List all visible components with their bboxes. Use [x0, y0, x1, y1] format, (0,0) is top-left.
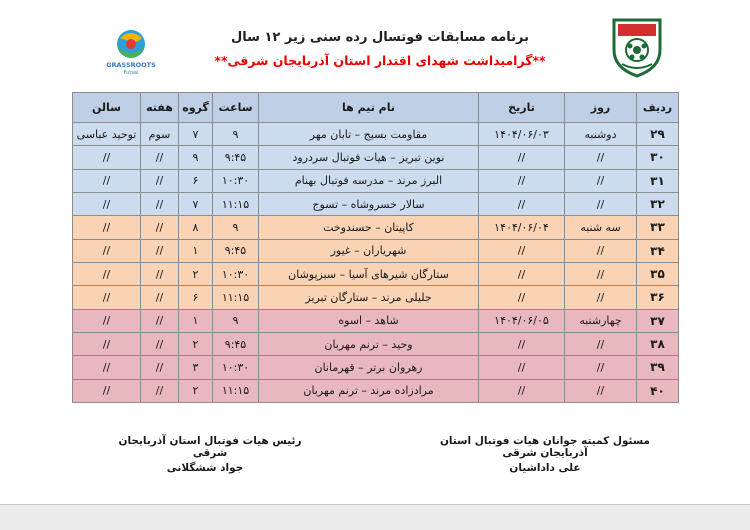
cell-week: //: [141, 216, 179, 239]
svg-text:Futsal: Futsal: [123, 70, 139, 76]
cell-row: ۳۶: [637, 286, 679, 309]
col-header-time: ساعت: [213, 93, 259, 123]
schedule-table: [72, 92, 679, 403]
cell-group: ۱: [179, 239, 213, 262]
cell-teams: نوین تبریز – هیات فوتبال سردرود: [259, 146, 479, 169]
cell-row: ۳۵: [637, 262, 679, 285]
cell-day: //: [565, 192, 637, 215]
cell-day: //: [565, 286, 637, 309]
cell-week: //: [141, 332, 179, 355]
cell-teams: البرز مرند – مدرسه فوتبال بهنام: [259, 169, 479, 192]
cell-row: ۳۷: [637, 309, 679, 332]
cell-time: ۱۱:۱۵: [213, 192, 259, 215]
table-row: [73, 356, 679, 379]
cell-time: ۱۰:۳۰: [213, 262, 259, 285]
cell-week: //: [141, 356, 179, 379]
cell-hall: //: [73, 239, 141, 262]
cell-teams: ستارگان شیرهای آسیا – سبزپوشان: [259, 262, 479, 285]
cell-teams: وحید – ترنم مهربان: [259, 332, 479, 355]
cell-group: ۲: [179, 379, 213, 402]
cell-hall: //: [73, 192, 141, 215]
cell-week: //: [141, 239, 179, 262]
cell-day: //: [565, 356, 637, 379]
cell-week: //: [141, 192, 179, 215]
signature-youth-committee-title: مسئول کمیته جوانان هیات فوتبال استان آذربایجان شرقی: [439, 435, 651, 459]
cell-hall: //: [73, 262, 141, 285]
cell-date: //: [479, 192, 565, 215]
table-row: [73, 169, 679, 192]
cell-group: ۲: [179, 262, 213, 285]
cell-teams: شاهد – اسوه: [259, 309, 479, 332]
signature-youth-committee-name: علی داداشیان: [509, 462, 581, 474]
col-header-group: گروه: [179, 93, 213, 123]
cell-time: ۱۱:۱۵: [213, 379, 259, 402]
cell-teams: رهروان برتر – قهرمانان: [259, 356, 479, 379]
cell-row: ۳۰: [637, 146, 679, 169]
cell-hall: //: [73, 356, 141, 379]
cell-time: ۹:۴۵: [213, 332, 259, 355]
viewer-bottom-bar: [0, 504, 750, 530]
cell-group: ۶: [179, 286, 213, 309]
cell-day: دوشنبه: [565, 123, 637, 146]
cell-date: //: [479, 262, 565, 285]
cell-time: ۹: [213, 123, 259, 146]
cell-hall: //: [73, 332, 141, 355]
cell-day: //: [565, 169, 637, 192]
cell-time: ۹: [213, 309, 259, 332]
cell-group: ۲: [179, 332, 213, 355]
cell-day: //: [565, 262, 637, 285]
cell-date: //: [479, 332, 565, 355]
table-row: [73, 309, 679, 332]
cell-row: ۳۱: [637, 169, 679, 192]
table-row: [73, 123, 679, 146]
col-header-day: روز: [565, 93, 637, 123]
col-header-row: ردیف: [637, 93, 679, 123]
cell-row: ۲۹: [637, 123, 679, 146]
cell-group: ۸: [179, 216, 213, 239]
cell-date: //: [479, 239, 565, 262]
table-header-row: [73, 93, 679, 123]
cell-group: ۹: [179, 146, 213, 169]
col-header-date: تاریخ: [479, 93, 565, 123]
cell-week: //: [141, 262, 179, 285]
cell-row: ۳۴: [637, 239, 679, 262]
cell-hall: //: [73, 169, 141, 192]
table-row: [73, 262, 679, 285]
table-row: [73, 286, 679, 309]
cell-hall: //: [73, 379, 141, 402]
cell-date: //: [479, 286, 565, 309]
table-row: [73, 332, 679, 355]
svg-text:GRASSROOTS: GRASSROOTS: [106, 61, 156, 69]
signature-federation-head-name: جواد ششگلانی: [166, 462, 244, 474]
cell-row: ۳۹: [637, 356, 679, 379]
cell-teams: شهریاران – غیور: [259, 239, 479, 262]
cell-week: //: [141, 286, 179, 309]
cell-group: ۷: [179, 192, 213, 215]
cell-teams: مرادزاده مرند – ترنم مهربان: [259, 379, 479, 402]
cell-group: ۱: [179, 309, 213, 332]
cell-hall: //: [73, 216, 141, 239]
cell-day: //: [565, 379, 637, 402]
cell-date: //: [479, 379, 565, 402]
football-federation-shield-logo: [610, 16, 664, 78]
cell-time: ۱۰:۳۰: [213, 356, 259, 379]
table-row: [73, 239, 679, 262]
cell-time: ۱۱:۱۵: [213, 286, 259, 309]
cell-teams: سالار خسروشاه – تسوج: [259, 192, 479, 215]
cell-hall: //: [73, 286, 141, 309]
table-row: [73, 146, 679, 169]
cell-date: ۱۴۰۴/۰۶/۰۳: [479, 123, 565, 146]
cell-time: ۹:۴۵: [213, 146, 259, 169]
cell-date: ۱۴۰۴/۰۶/۰۴: [479, 216, 565, 239]
cell-day: چهارشنبه: [565, 309, 637, 332]
cell-row: ۳۲: [637, 192, 679, 215]
cell-teams: جلیلی مرند – ستارگان تبریز: [259, 286, 479, 309]
cell-row: ۳۸: [637, 332, 679, 355]
table-row: [73, 379, 679, 402]
col-header-teams: نام تیم ها: [259, 93, 479, 123]
cell-date: //: [479, 356, 565, 379]
col-header-hall: سالن: [73, 93, 141, 123]
cell-row: ۴۰: [637, 379, 679, 402]
cell-day: //: [565, 146, 637, 169]
col-header-week: هفته: [141, 93, 179, 123]
cell-day: سه شنبه: [565, 216, 637, 239]
cell-week: //: [141, 146, 179, 169]
page-subtitle: **گرامیداشت شهدای اقتدار استان آذربایجان شرقی**: [214, 53, 546, 68]
cell-group: ۳: [179, 356, 213, 379]
cell-week: //: [141, 379, 179, 402]
cell-group: ۷: [179, 123, 213, 146]
cell-date: //: [479, 169, 565, 192]
cell-week: //: [141, 309, 179, 332]
cell-time: ۹: [213, 216, 259, 239]
cell-date: ۱۴۰۴/۰۶/۰۵: [479, 309, 565, 332]
cell-teams: کاپیتان – حسندوخت: [259, 216, 479, 239]
cell-date: //: [479, 146, 565, 169]
cell-row: ۳۳: [637, 216, 679, 239]
cell-day: //: [565, 332, 637, 355]
page-title: برنامه مسابقات فوتسال رده سنی زیر ۱۲ سال: [231, 30, 529, 45]
table-row: [73, 216, 679, 239]
cell-hall: //: [73, 309, 141, 332]
cell-teams: مقاومت بسیج – تابان مهر: [259, 123, 479, 146]
cell-day: //: [565, 239, 637, 262]
cell-week: سوم: [141, 123, 179, 146]
cell-time: ۱۰:۳۰: [213, 169, 259, 192]
cell-time: ۹:۴۵: [213, 239, 259, 262]
grassroots-futsal-logo: [106, 24, 156, 76]
signature-federation-head-title: رئیس هیات فوتبال استان آذربایجان شرقی: [118, 435, 302, 459]
cell-week: //: [141, 169, 179, 192]
table-row: [73, 192, 679, 215]
cell-hall: //: [73, 146, 141, 169]
cell-group: ۶: [179, 169, 213, 192]
cell-hall: توحید عباسی: [73, 123, 141, 146]
